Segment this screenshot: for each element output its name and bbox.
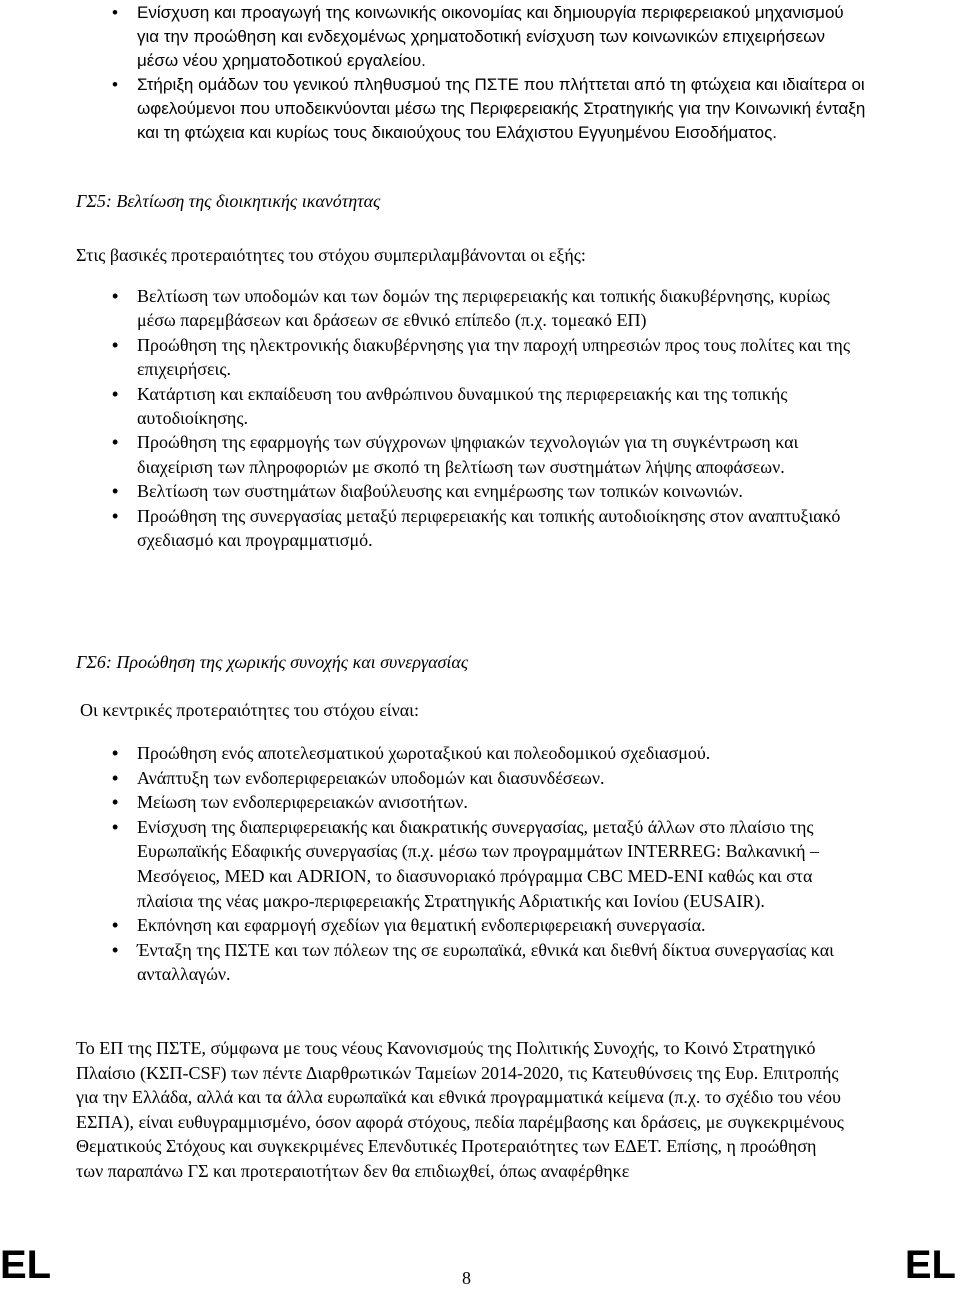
list-item: • Κατάρτιση και εκπαίδευση του ανθρώπινου δυναμικού της περιφερειακής και της τοπικής αυτοδιοίκησης. (76, 382, 856, 431)
list-item: • Ενίσχυση της διαπεριφερειακής και διακρατικής συνεργασίας, μεταξύ άλλων στο πλαίσιο της Ευρωπαϊκής Εδαφικής συνεργασίας (π.χ. μέσω των προγραμμάτων INTERREG: Βαλκανική – Μεσόγειος, MED και ADRION, το διασυνοριακό πρόγραμμα CBC MED-ENI καθώς και στα πλαίσια της νέας μακρο-περιφερειακής Στρατηγικής Αδριατικής και Ιονίου (EUSAIR). (76, 815, 856, 913)
list-item: • Προώθηση ενός αποτελεσματικού χωροταξικού και πολεοδομικού σχεδιασμού. (76, 741, 856, 766)
closing-paragraph: Το ΕΠ της ΠΣΤΕ, σύμφωνα με τους νέους Κανονισμούς της Πολιτικής Συνοχής, το Κοινό Στρατηγικό Πλαίσιο (ΚΣΠ-CSF) των πέντε Διαρθρωτικών Ταμείων 2014-2020, τις Κατευθύνσεις της Ευρ. Επιτροπής για την Ελλάδα, αλλά και τα άλλα ευρωπαϊκά και εθνικά προγραμματικά κείμενα (π.χ. το σχέδιο του νέου ΕΣΠΑ), είναι ευθυγραμμισμένο, όσον αφορά στόχους, πεδία παρέμβασης και δράσεις, με συγκεκριμένους Θεματικούς Στόχους και συγκεκριμένες Επενδυτικές Προτεραιότητες των ΕΔΕΤ. Επίσης, η προώθηση των παραπάνω ΓΣ και προτεραιοτήτων δεν θα επιδιωχθεί, όπως αναφέρθηκε (76, 1038, 844, 1181)
gs5-intro: Στις βασικές προτεραιότητες του στόχου συμπεριλαμβάνονται οι εξής: (76, 245, 586, 265)
gs5-bullet-list (76, 284, 856, 552)
page-number: 8 (462, 1268, 471, 1288)
list-item: • Προώθηση της συνεργασίας μεταξύ περιφερειακής και τοπικής αυτοδιοίκησης στον αναπτυξιακό σχεδιασμό και προγραμματισμό. (76, 504, 856, 553)
list-item: • Προώθηση της εφαρμογής των σύγχρονων ψηφιακών τεχνολογιών για τη συγκέντρωση και διαχείριση των πληροφοριών με σκοπό τη βελτίωση των συστημάτων λήψης αποφάσεων. (76, 430, 856, 479)
list-item: • Μείωση των ενδοπεριφερειακών ανισοτήτων. (76, 790, 856, 815)
list-item: • Ένταξη της ΠΣΤΕ και των πόλεων της σε ευρωπαϊκά, εθνικά και διεθνή δίκτυα συνεργασίας και ανταλλαγών. (76, 938, 856, 987)
list-item: • Ανάπτυξη των ενδοπεριφερειακών υποδομών και διασυνδέσεων. (76, 766, 856, 791)
footer-language-label-left: EL (0, 1243, 52, 1287)
gs5-heading: ΓΣ5: Βελτίωση της διοικητικής ικανότητας (76, 191, 381, 211)
footer-language-label-right: EL (904, 1243, 956, 1287)
list-item: • Βελτίωση των υποδομών και των δομών της περιφερειακής και τοπικής διακυβέρνησης, κυρίως μέσω παρεμβάσεων και δράσεων σε εθνικό επίπεδο (π.χ. τομεακό ΕΠ) (76, 284, 856, 333)
list-item: • Εκπόνηση και εφαρμογή σχεδίων για θεματική ενδοπεριφερειακή συνεργασία. (76, 913, 856, 938)
list-item: • Ενίσχυση και προαγωγή της κοινωνικής οικονομίας και δημιουργία περιφερειακού μηχανισμού για την προώθηση και ενδεχομένως χρηματοδοτική ενίσχυση των κοινωνικών επιχειρήσεων μέσω νέου χρηματοδοτικού εργαλείου. (76, 1, 866, 73)
gs6-bullet-list (76, 741, 856, 987)
top-bullet-list (76, 1, 866, 145)
gs6-heading: ΓΣ6: Προώθηση της χωρικής συνοχής και συνεργασίας (76, 652, 469, 672)
gs6-intro: Οι κεντρικές προτεραιότητες του στόχου είναι: (80, 700, 420, 720)
list-item: • Προώθηση της ηλεκτρονικής διακυβέρνησης για την παροχή υπηρεσιών προς τους πολίτες και της επιχειρήσεις. (76, 333, 856, 382)
list-item: • Στήριξη ομάδων του γενικού πληθυσμού της ΠΣΤΕ που πλήττεται από τη φτώχεια και ιδιαίτερα οι ωφελούμενοι που υποδεικνύονται μέσω της Περιφερειακής Στρατηγικής για την Κοινωνική ένταξη και τη φτώχεια και κυρίως τους δικαιούχους του Ελάχιστου Εγγυημένου Εισοδήματος. (76, 73, 866, 145)
list-item: • Βελτίωση των συστημάτων διαβούλευσης και ενημέρωσης των τοπικών κοινωνιών. (76, 479, 856, 503)
